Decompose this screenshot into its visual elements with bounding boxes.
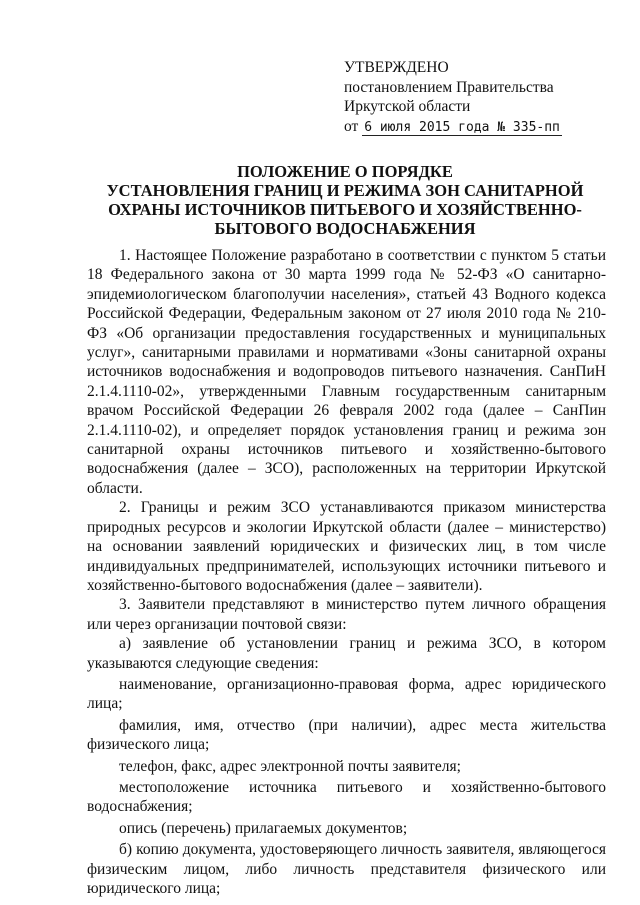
paragraph-3b: б) копию документа, удостоверяющего личность заявителя, являющегося физическим лицом, либо личность представителя физического или юридического лица;: [87, 841, 606, 897]
approval-heading: УТВЕРЖДЕНО: [344, 59, 449, 76]
paragraph-3a-item-1: наименование, организационно-правовая форма, адрес юридического лица;: [87, 675, 606, 713]
document-body: [87, 246, 606, 898]
paragraph-3a-item-2: фамилия, имя, отчество (при наличии), адрес места жительства физического лица;: [87, 716, 606, 754]
paragraph-2: 2. Границы и режим ЗСО устанавливаются приказом министерства природных ресурсов и экологии Иркутской области (далее – министерство) на основании заявлений юридических и физических лиц, в том числе индивидуальных предпринимателей, использующих источники питьевого и хозяйственно-бытового водоснабжения (далее – заявители).: [87, 499, 606, 594]
title-line-4: БЫТОВОГО ВОДОСНАБЖЕНИЯ: [214, 219, 476, 238]
approval-region: Иркутской области: [344, 98, 471, 115]
approval-date-value: 6 июля 2015 года № 335-пп: [364, 119, 560, 135]
paragraph-3a: а) заявление об установлении границ и режима ЗСО, в котором указываются следующие сведения:: [87, 635, 606, 672]
paragraph-3a-item-3: телефон, факс, адрес электронной почты заявителя;: [119, 757, 461, 775]
paragraph-3a-item-5: опись (перечень) прилагаемых документов;: [119, 819, 408, 837]
paragraph-3: 3. Заявители представляют в министерство путем личного обращения или через организации почтовой связи:: [87, 596, 606, 633]
title-line-3: ОХРАНЫ ИСТОЧНИКОВ ПИТЬЕВОГО И ХОЗЯЙСТВЕННО-: [108, 200, 582, 219]
approval-date-prefix: от: [344, 117, 359, 135]
title-line-2: УСТАНОВЛЕНИЯ ГРАНИЦ И РЕЖИМА ЗОН САНИТАРНОЙ: [106, 181, 584, 200]
approval-stamp: [344, 58, 562, 137]
approval-issuer: постановлением Правительства: [344, 78, 554, 96]
document-title: [80, 162, 610, 238]
approval-date-line: [344, 117, 562, 138]
paragraph-3a-item-4: местоположение источника питьевого и хозяйственно-бытового водоснабжения;: [87, 778, 606, 816]
paragraph-1: 1. Настоящее Положение разработано в соответствии с пунктом 5 статьи 18 Федерального закона от 30 марта 1999 года № 52-ФЗ «О санитарно-эпидемиологическом благополучии населения», статьей 43 Водного кодекса Российской Федерации, Федеральным законом от 27 июля 2010 года № 210-ФЗ «Об организации предоставления государственных и муниципальных услуг», санитарными правилами и нормативами «Зоны санитарной охраны источников водоснабжения и водопроводов питьевого назначения. СанПиН 2.1.4.1110-02», утвержденными Главным государственным санитарным врачом Российской Федерации 26 февраля 2002 года (далее – СанПин 2.1.4.1110-02), и определяет порядок установления границ и режима зон санитарной охраны источников питьевого и хозяйственно-бытового водоснабжения (далее – ЗСО), расположенных на территории Иркутской области.: [87, 247, 606, 497]
title-line-1: ПОЛОЖЕНИЕ О ПОРЯДКЕ: [237, 162, 453, 181]
